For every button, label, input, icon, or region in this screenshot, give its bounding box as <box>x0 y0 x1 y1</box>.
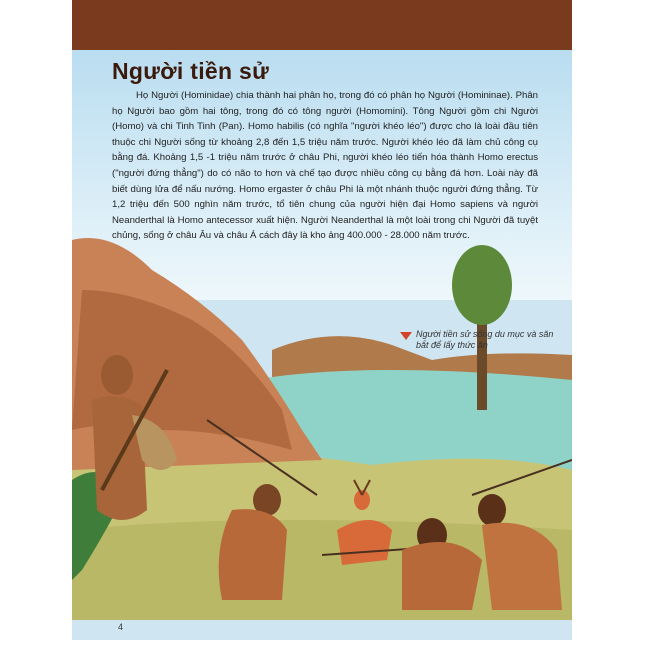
hunter-3-body <box>402 542 482 610</box>
page-number: 4 <box>118 622 124 632</box>
body-paragraph: Họ Người (Hominidae) chia thành hai phân họ, trong đó có phân họ Người (Homininae). Phân họ Người bao gồm hai tông, trong đó có tông người (Homomini). Tông Người gồm chi Người (Homo) và chi Tinh Tinh (Pan). Homo habilis (có nghĩa "người khéo léo") được cho là loài đầu tiên thuộc chi Người sống từ khoảng 2,8 đến 1,5 triệu năm trước. Người khéo léo đã làm chủ công cụ bằng đá. Khoảng 1,5 -1 triệu năm trước ở châu Phi, người khéo léo tiến hóa thành Homo erectus ("người đứng thẳng") do có não to hơn và chế tạo được nhiều công cụ bằng đá hơn. Loài này đã biết dùng lửa để nấu nướng. Homo ergaster ở châu Phi là một nhánh thuộc người đứng thẳng. Từ 1,2 triệu đến 500 nghìn năm trước, tổ tiên chung của người hiện đại Homo sapiens và người Neanderthal là Homo antecessor xuất hiện. Người Neanderthal là một loài trong chi Người đã tuyệt chủng, sống ở châu Âu và châu Á cách đây là kho ảng 400.000 - 28.000 năm trước. <box>112 90 538 242</box>
tree-foliage <box>452 245 512 325</box>
prehistoric-scene-illustration <box>72 230 572 620</box>
man-1-head <box>101 355 133 395</box>
caption-text: Người tiền sử sống du mục và săn bắt để lấy thức ăn <box>416 329 554 350</box>
page-title: Người tiền sử <box>112 58 270 84</box>
caption-triangle-icon <box>400 332 412 340</box>
hunter-2-body <box>219 509 287 600</box>
hunter-4-head <box>478 494 506 526</box>
book-page <box>72 0 572 640</box>
deer-body <box>337 520 392 565</box>
illustration-caption <box>400 329 560 351</box>
